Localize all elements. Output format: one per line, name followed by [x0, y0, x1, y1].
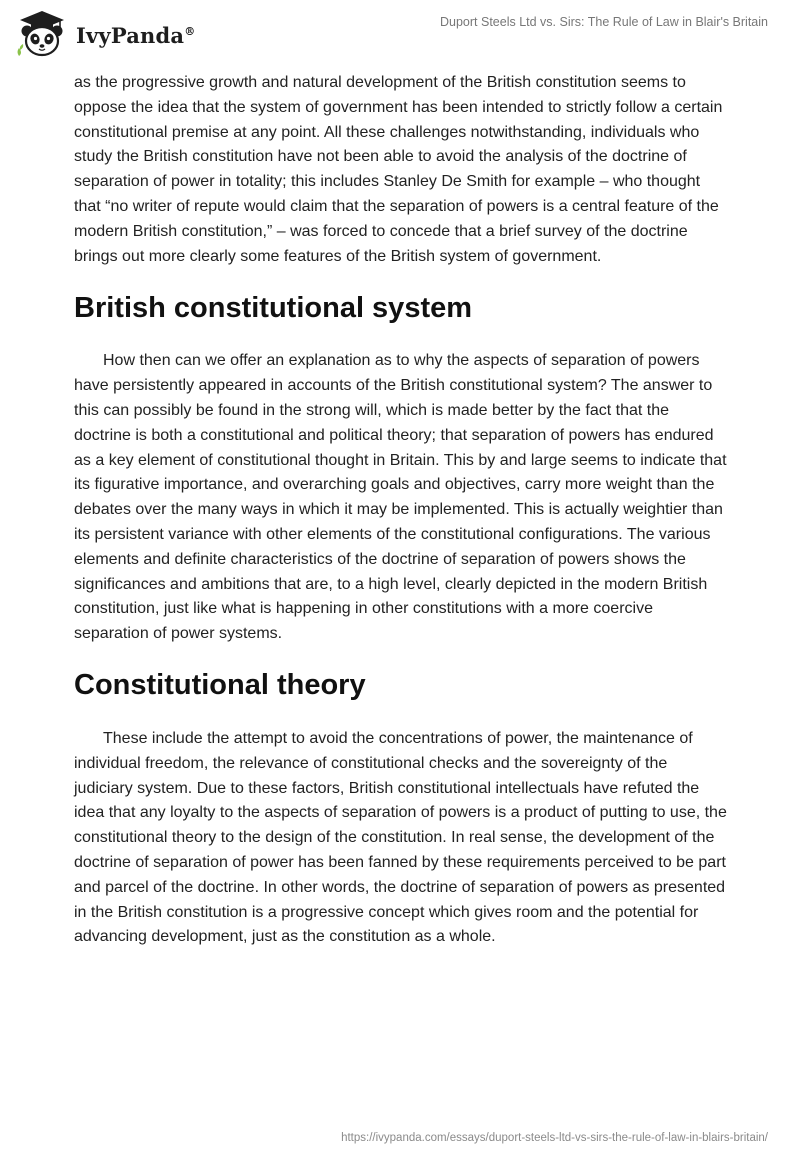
panda-graduation-cap-icon: [14, 8, 70, 58]
section-heading-british-constitutional-system: British constitutional system: [74, 292, 473, 325]
document-title: Duport Steels Ltd vs. Sirs: The Rule of Law in Blair's Britain: [440, 15, 768, 29]
section-paragraph-british-constitutional-system: How then can we offer an explanation as to why the aspects of separation of powers have persistently appeared in accounts of the British constitutional system? The answer to this can possibly be found in the strong will, which is made better by the fact that the doctrine is both a constitutional and political theory; that separation of powers has endured as a key element of constitutional thought in Britain. This by and large seems to indicate that its figurative importance, and overarching goals and objectives, carry more weight than the debates over the many ways in which it may be implemented. This is actually weightier than its persistent variance with other elements of the constitutional configurations. The various elements and definite characteristics of the doctrine of separation of powers shows the significances and ambitions that are, to a high level, clearly depicted in the modern British constitution, just like what is happening in other constitutions with a more coercive separation of power systems.: [74, 352, 727, 643]
ivypanda-logo[interactable]: [14, 8, 195, 58]
page-header: [0, 0, 800, 70]
essay-content: [74, 71, 730, 950]
section-paragraph-constitutional-theory: These include the attempt to avoid the concentrations of power, the maintenance of individual freedom, the relevance of constitutional checks and the sovereignty of the judiciary system. Due to these factors, British constitutional intellectuals have refuted the idea that any loyalty to the aspects of separation of powers is a product of putting to use, the constitutional theory to the design of the constitution. In real sense, the development of the doctrine of separation of power has been fanned by these requirements perceived to be part and parcel of the doctrine. In other words, the doctrine of separation of powers as presented in the British constitution is a progressive concept which gives room and the potential for advancing development, just as the constitution as a whole.: [74, 729, 727, 946]
source-url[interactable]: https://ivypanda.com/essays/duport-steels-ltd-vs-sirs-the-rule-of-law-in-blairs-britain/: [341, 1132, 768, 1144]
logo-text: IvyPanda®: [76, 22, 196, 48]
intro-paragraph: as the progressive growth and natural development of the British constitution seems to oppose the idea that the system of government has been intended to strictly follow a certain constitutional premise at any point. All these challenges notwithstanding, individuals who study the British constitution have not been able to avoid the analysis of the doctrine of separation of power in totality; this includes Stanley De Smith for example – who thought that “no writer of repute would claim that the separation of powers is a central feature of the modern British constitution,” – was forced to concede that a brief survey of the doctrine brings out more clearly some features of the British system of government.: [74, 74, 723, 265]
section-heading-constitutional-theory: Constitutional theory: [74, 668, 366, 701]
